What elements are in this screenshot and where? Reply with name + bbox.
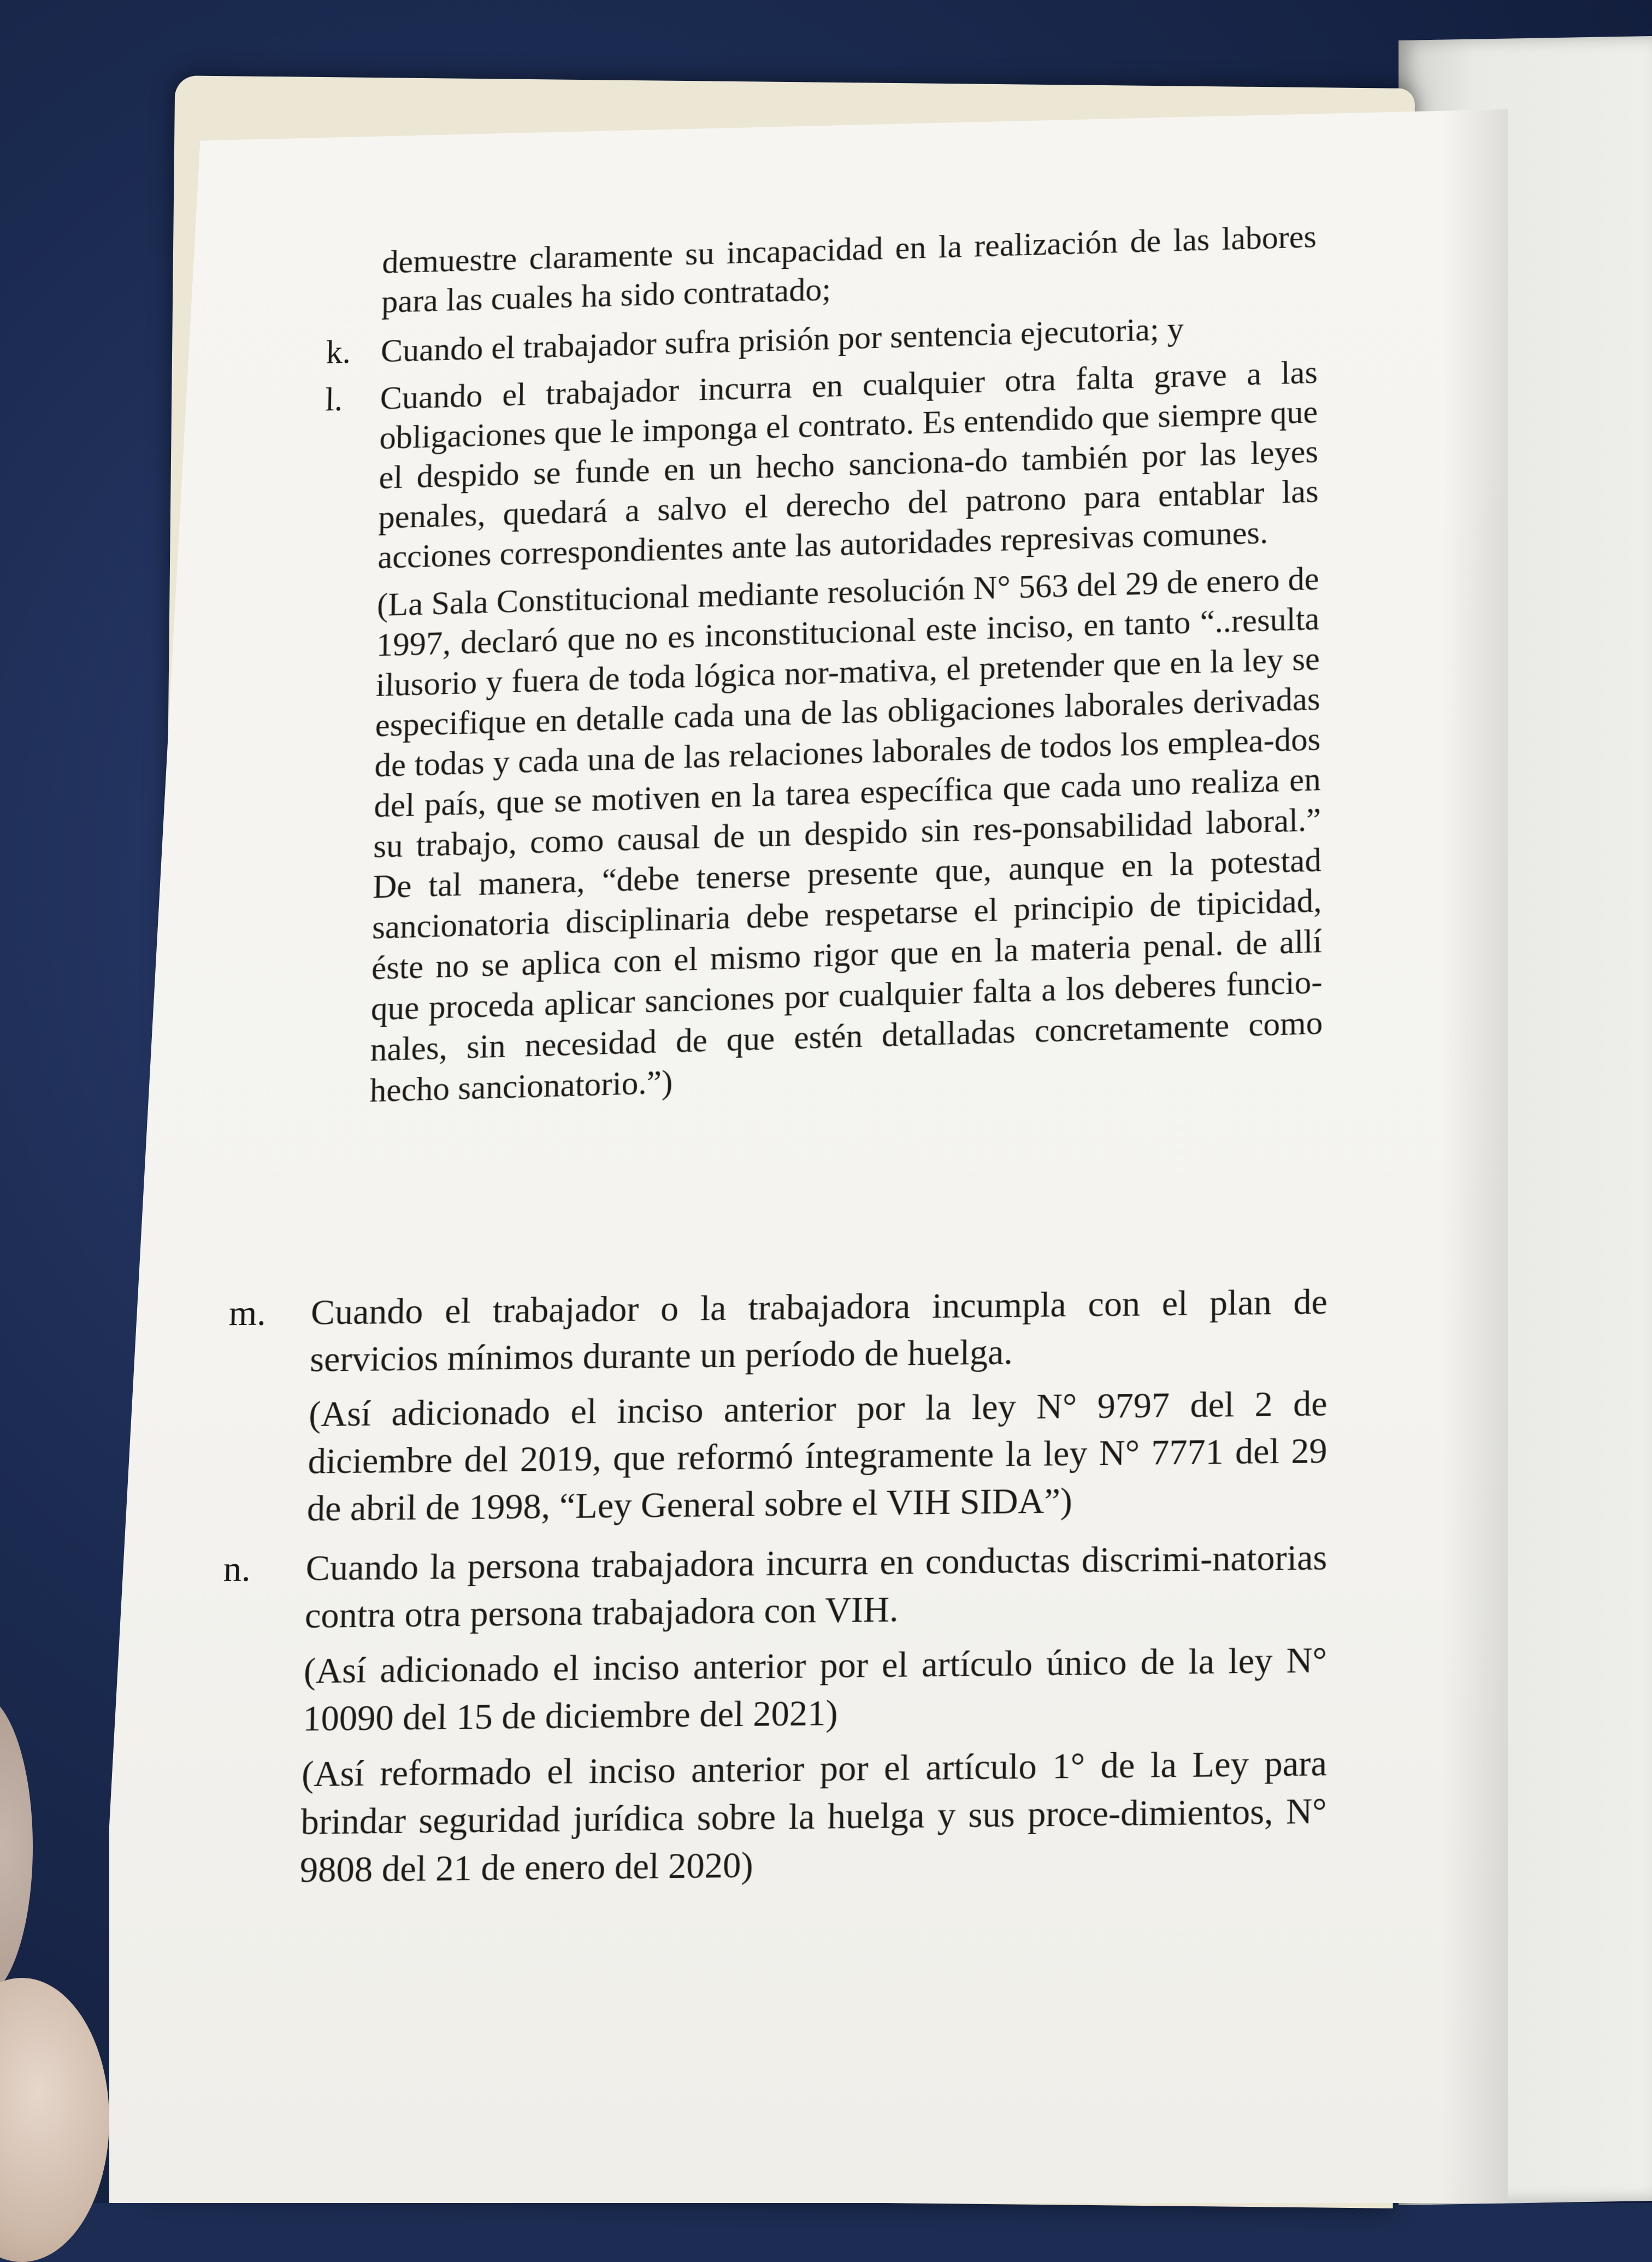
- list-item-m: [228, 1279, 1328, 1533]
- item-note: (Así adicionado el inciso anterior por el artículo único de la ley N° 10090 del 15 de diciembre del 2021): [302, 1640, 1328, 1739]
- item-note: (Así adicionado el inciso anterior por la ley N° 9797 del 2 de diciembre del 2019, que reformó íntegramente la ley N° 7771 del 29 de abril de 1998, “Ley General sobre el VIH SIDA”): [306, 1383, 1328, 1529]
- item-letter: k.: [326, 333, 351, 371]
- item-letter: l.: [324, 381, 343, 418]
- list-item-l: [324, 352, 1323, 1111]
- upper-text-block: [324, 216, 1323, 1118]
- item-text: Cuando la persona trabajadora incurra en conductas discrimi-natorias contra otra persona trabajadora con VIH.: [304, 1537, 1328, 1636]
- item-note: (La Sala Constitucional mediante resolución N° 563 del 29 de enero de 1997, declaró que no es inconstitucional este inciso, en tanto “..resulta ilusorio y fuera de toda lógica nor-mativa, el pretender que en la ley se especifique en detalle cada una de las obligaciones laborales derivadas de todas y cada una de las relaciones laborales de todos los emplea-dos del país, que se motiven en la tarea específica que cada uno realiza en su trabajo, como causal de un despido sin res-ponsabilidad laboral.” De tal manera, “debe tenerse presente que, aunque en la potestad sancionatoria disciplinaria debe respetarse el principio de tipicidad, éste no se aplica con el mismo rigor que en la materia penal. de allí que proceda aplicar sanciones por cualquier falta a los deberes funcio-nales, sin necesidad de que estén detalladas concretamente como hecho sancionatorio.”): [369, 559, 1323, 1109]
- lower-text-block: [223, 1279, 1328, 1906]
- item-letter: n.: [223, 1548, 251, 1589]
- item-text: Cuando el trabajador sufra prisión por sentencia ejecutoria; y: [380, 310, 1184, 369]
- item-note: (Así reformado el inciso anterior por el artículo 1° de la Ley para brindar seguridad jurídica sobre la huelga y sus proce-dimientos, N° 9808 del 21 de enero del 2020): [299, 1743, 1327, 1890]
- item-text: Cuando el trabajador incurra en cualquier otra falta grave a las obligaciones que le imponga el contrato. Es entendido que siempre que el despido se funde en un hecho sanciona-do también por las leyes penales, quedará a salvo el derecho del patrono para entablar las acciones correspondientes ante las autoridades represivas comunes.: [377, 354, 1319, 575]
- list-item-n: [223, 1534, 1328, 1894]
- page-gutter-shadow: [1442, 109, 1508, 2203]
- item-text: Cuando el trabajador o la trabajadora incumpla con el plan de servicios mínimos durante un período de huelga.: [309, 1282, 1328, 1380]
- item-letter: m.: [228, 1293, 267, 1334]
- continuation-text: demuestre claramente su incapacidad en la realización de las labores para las cuales ha sido contratado;: [381, 218, 1317, 320]
